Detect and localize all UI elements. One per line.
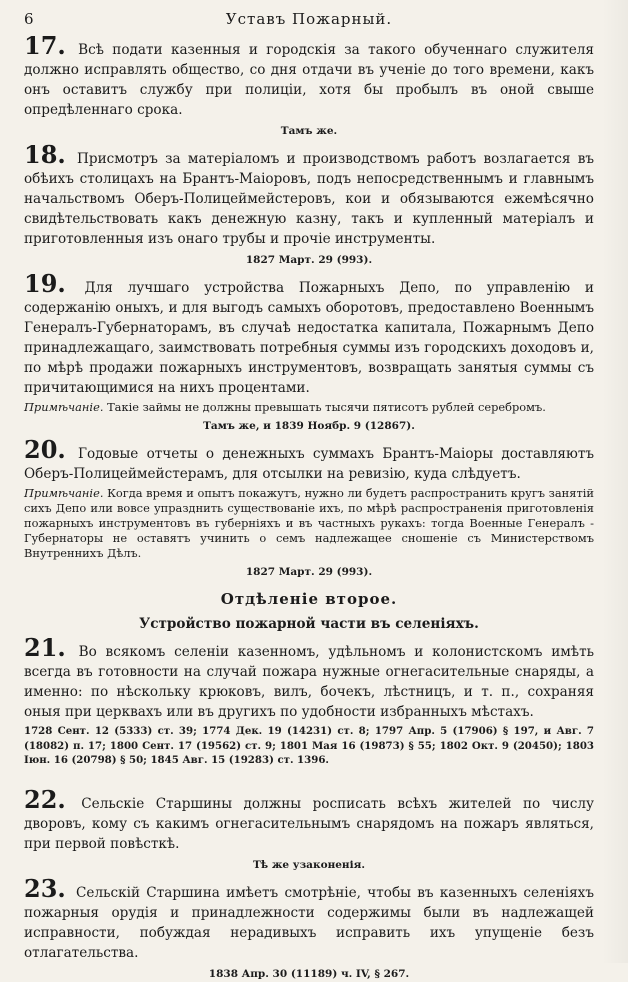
article-number: 21. [24, 633, 66, 662]
article-note [24, 486, 594, 561]
article-number: 17. [24, 31, 66, 60]
article-note [24, 400, 594, 415]
article-text: Присмотръ за матеріаломъ и производствомъ работъ возлагается въ обѣихъ столицахъ на Брантъ-Маіоровъ, подъ непосредственнымъ и главнымъ начальствомъ Оберъ-Полицеймейстеровъ, кои и обязываются ежемѣсячно свидѣтельствовать какъ денежную казну, такъ и купленный матеріалъ и приготовленныя изъ онаго трубы и прочіе инструменты. [24, 151, 594, 247]
running-head: Уставъ Пожарный. [225, 10, 393, 28]
article-source: Тамъ же, и 1839 Ноябр. 9 (12867). [203, 420, 415, 432]
article-text: Годовые отчеты о денежныхъ суммахъ Брантъ-Маіоры доставляютъ Оберъ-Полицеймейстерамъ, для отсылки на ревизію, куда слѣдуетъ. [24, 446, 594, 482]
spacer [24, 768, 594, 790]
page-header [24, 10, 594, 36]
article-citations: 1728 Сент. 12 (5333) ст. 39; 1774 Дек. 19 (14231) ст. 8; 1797 Апр. 5 (17906) § 197, и Авг. 7 (18082) п. 17; 1800 Сент. 17 (19562) ст. 9; 1801 Мая 16 (19873) § 55; 1802 Окт. 9 (20450); 1803 Іюн. 16 (20798) § 50; 1845 Авг. 15 (19283) ст. 1396. [24, 725, 594, 766]
article-source: 1827 Март. 29 (993). [245, 254, 373, 266]
note-label: Примѣчаніе. [24, 486, 104, 500]
article-number: 20. [24, 435, 66, 464]
section-title: Отдѣленіе второе. [220, 590, 398, 608]
article-number: 22. [24, 784, 66, 814]
article-source: 1827 Март. 29 (993). [245, 566, 373, 578]
page-number: 6 [24, 10, 34, 28]
note-label: Примѣчаніе. [24, 400, 104, 414]
article-21 [24, 633, 594, 722]
article-20 [24, 435, 594, 484]
article-text: Всѣ подати казенныя и городскія за такого обученнаго служителя должно исправлять общество, со дня отдачи въ ученіе до того времени, какъ онъ оставитъ службу при полиціи, хотя бы пробылъ въ оной свыше опредѣленнаго срока. [24, 42, 594, 118]
note-text: Когда время и опытъ покажутъ, нужно ли будетъ распространить кругъ занятій сихъ Депо или вовсе упразднить существованіе ихъ, по мѣрѣ распространенія приготовленія пожарныхъ инструментовъ въ губерніяхъ и въ частныхъ рукахъ: тогда Военные Генералъ - Губернаторы не оставятъ учинить о семъ надлежащее сношеніе съ Министерствомъ Внутреннихъ Дѣлъ. [24, 486, 594, 560]
article-text: Сельскій Старшина имѣетъ смотрѣніе, чтобы въ казенныхъ селеніяхъ пожарныя орудія и принадлежности содержимы были въ надлежащей исправности, побуждая нерадивыхъ исправить ихъ упущеніе безъ отлагательства. [24, 884, 594, 961]
section-subtitle: Устройство пожарной части въ селеніяхъ. [139, 616, 479, 632]
article-19 [24, 269, 594, 398]
article-text: Во всякомъ селеніи казенномъ, удѣльномъ и колонистскомъ имѣть всегда въ готовности на случай пожара нужные огнегасительные снаряды, а именно: по нѣскольку крюковъ, вилъ, бочекъ, лѣстницъ, и т. п., сохраняя оныя при церквахъ или въ другихъ по удобности избранныхъ мѣстахъ. [24, 644, 594, 720]
page-shadow [602, 0, 628, 963]
article-text: Для лучшаго устройства Пожарныхъ Депо, по управленію и содержанію оныхъ, и для выгодъ самыхъ оборотовъ, предоставлено Военнымъ Генералъ-Губернаторамъ, въ случаѣ недостатка капитала, Пожарнымъ Депо принадлежащаго, заимствовать потребныя суммы изъ городскихъ доходовъ и, по мѣрѣ продажи пожарныхъ инструментовъ, возвращать занятыя суммы съ причитающимися на нихъ процентами. [24, 280, 594, 396]
article-18 [24, 140, 594, 249]
article-17 [24, 31, 594, 120]
article-text: Сельскіе Старшины должны росписать всѣхъ жителей по числу дворовъ, кому съ какимъ огнегасительнымъ снарядомъ на пожаръ являться, при первой повѣсткѣ. [24, 795, 595, 852]
article-23 [24, 873, 594, 963]
article-source: 1838 Апр. 30 (11189) ч. IV, § 267. [208, 967, 410, 980]
article-number: 19. [24, 269, 66, 298]
article-source: Тамъ же. [280, 125, 338, 137]
article-22 [24, 784, 595, 854]
article-number: 23. [24, 873, 66, 903]
article-source: Тѣ же узаконенія. [252, 858, 366, 871]
article-number: 18. [24, 140, 66, 169]
note-text: Такіе займы не должны превышать тысячи пятисотъ рублей серебромъ. [107, 400, 546, 414]
